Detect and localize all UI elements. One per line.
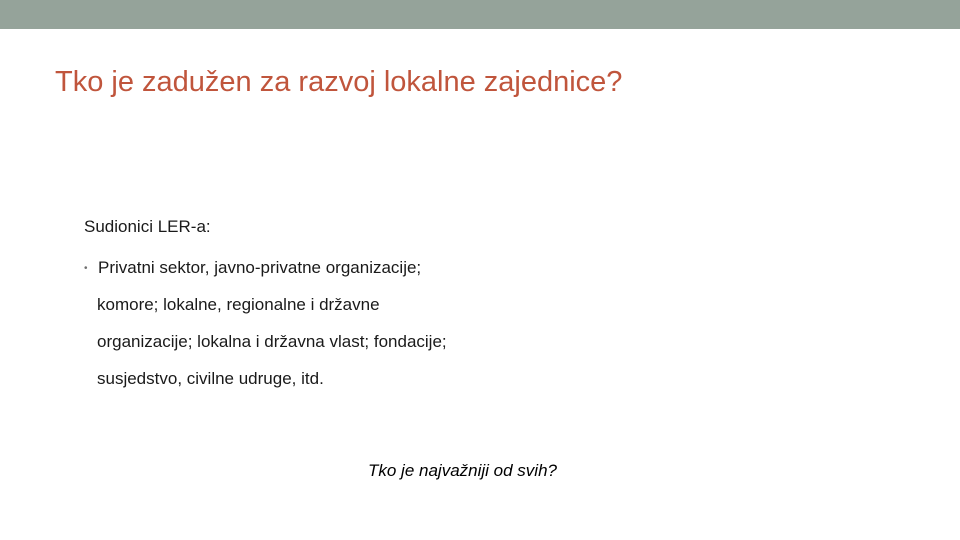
participants-bullet <box>84 254 604 402</box>
bullet-line: susjedstvo, civilne udruge, itd. <box>97 369 324 388</box>
bullet-line: organizacije; lokalna i državna vlast; fondacije; <box>97 332 447 351</box>
bullet-dot-icon: • <box>84 263 88 274</box>
bullet-line-text: Privatni sektor, javno-privatne organizacije; <box>98 258 422 277</box>
closing-question: Tko je najvažniji od svih? <box>368 461 557 480</box>
bullet-line: komore; lokalne, regionalne i državne <box>97 295 380 314</box>
slide-title: Tko je zadužen za razvoj lokalne zajednice? <box>55 66 623 98</box>
bullet-line <box>84 254 604 291</box>
participants-heading: Sudionici LER-a: <box>84 217 211 236</box>
top-accent-bar <box>0 0 960 29</box>
